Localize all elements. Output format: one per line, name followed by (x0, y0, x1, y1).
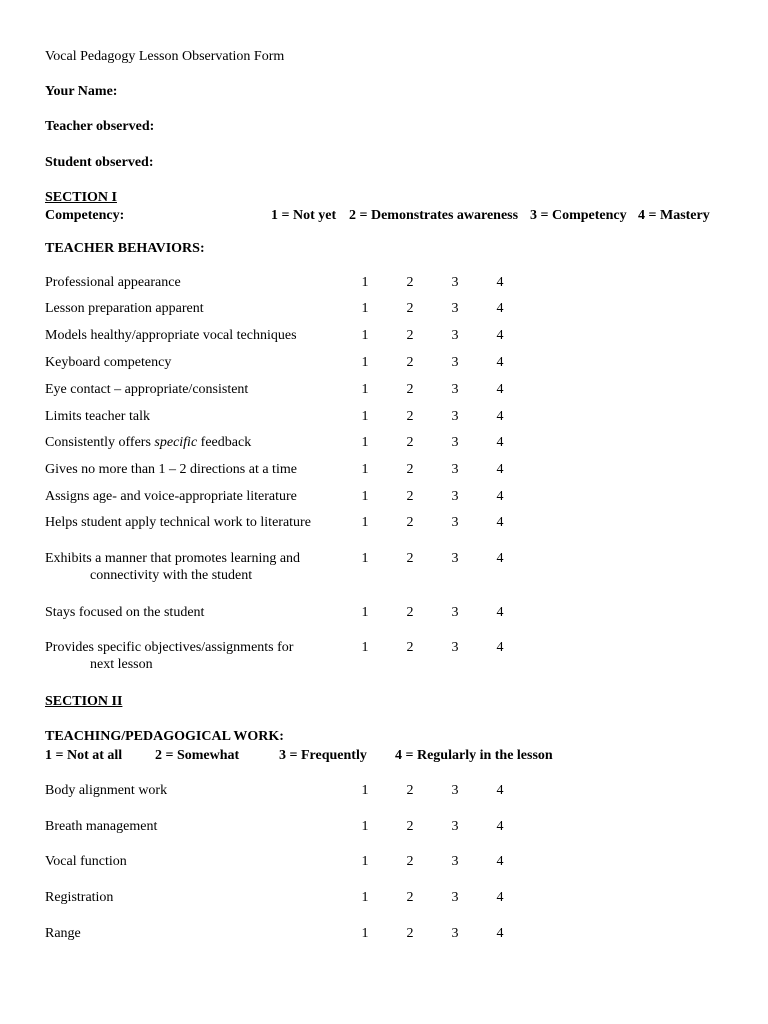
your-name-label: Your Name: (45, 84, 118, 99)
behavior-rating-4[interactable]: 4 (496, 605, 504, 620)
behavior-rating-1[interactable]: 1 (361, 301, 369, 316)
pedagogy-item-label: Body alignment work (45, 783, 168, 798)
behavior-rating-4[interactable]: 4 (496, 462, 504, 477)
pedagogy-item-label: Range (45, 926, 81, 941)
behavior-item-line1: Exhibits a manner that promotes learning and (45, 551, 301, 566)
behavior-rating-1[interactable]: 1 (361, 640, 369, 655)
pedagogy-rating-1[interactable]: 1 (361, 890, 369, 905)
behavior-item-label: Lesson preparation apparent (45, 301, 204, 316)
behavior-item-label: Limits teacher talk (45, 409, 150, 424)
pedagogy-rating-1[interactable]: 1 (361, 926, 369, 941)
student-observed-label: Student observed: (45, 155, 154, 170)
pedagogy-rating-3[interactable]: 3 (451, 926, 459, 941)
behavior-item-label: Models healthy/appropriate vocal techniques (45, 328, 297, 343)
behavior-rating-3[interactable]: 3 (451, 301, 459, 316)
behavior-rating-1[interactable]: 1 (361, 382, 369, 397)
pedagogy-item-label: Vocal function (45, 854, 127, 869)
section-1-heading: SECTION I (45, 190, 117, 205)
behavior-rating-4[interactable]: 4 (496, 275, 504, 290)
behavior-rating-3[interactable]: 3 (451, 605, 459, 620)
scale-2: 2 = Demonstrates awareness (349, 208, 519, 223)
behavior-rating-3[interactable]: 3 (451, 355, 459, 370)
behavior-rating-3[interactable]: 3 (451, 640, 459, 655)
behavior-rating-2[interactable]: 2 (406, 435, 414, 450)
behavior-rating-1[interactable]: 1 (361, 551, 369, 566)
behavior-rating-2[interactable]: 2 (406, 275, 414, 290)
pedagogy-rating-1[interactable]: 1 (361, 783, 369, 798)
behavior-item-label: Assigns age- and voice-appropriate literature (45, 489, 297, 504)
s2-scale-2: 2 = Somewhat (155, 748, 240, 763)
behavior-item-line2: connectivity with the student (90, 568, 253, 583)
pedagogical-work-heading: TEACHING/PEDAGOGICAL WORK: (45, 729, 284, 744)
behavior-rating-3[interactable]: 3 (451, 462, 459, 477)
behavior-item-text: feedback (197, 435, 252, 450)
behavior-rating-2[interactable]: 2 (406, 489, 414, 504)
behavior-rating-2[interactable]: 2 (406, 355, 414, 370)
behavior-rating-4[interactable]: 4 (496, 551, 504, 566)
behavior-rating-4[interactable]: 4 (496, 355, 504, 370)
s2-scale-1: 1 = Not at all (45, 748, 123, 763)
behavior-item-emphasis: specific (154, 435, 198, 450)
behavior-rating-1[interactable]: 1 (361, 489, 369, 504)
pedagogy-rating-2[interactable]: 2 (406, 854, 414, 869)
pedagogy-rating-2[interactable]: 2 (406, 926, 414, 941)
competency-label: Competency: (45, 208, 125, 223)
behavior-item-label: Stays focused on the student (45, 605, 205, 620)
teacher-observed-label: Teacher observed: (45, 119, 155, 134)
scale-3: 3 = Competency (530, 208, 627, 223)
behavior-item-label (45, 550, 300, 584)
scale-1: 1 = Not yet (271, 208, 337, 223)
pedagogy-rating-3[interactable]: 3 (451, 783, 459, 798)
pedagogy-rating-4[interactable]: 4 (496, 890, 504, 905)
section-2-heading: SECTION II (45, 694, 123, 709)
behavior-rating-4[interactable]: 4 (496, 382, 504, 397)
pedagogy-rating-4[interactable]: 4 (496, 783, 504, 798)
behavior-rating-2[interactable]: 2 (406, 640, 414, 655)
behavior-item-label (45, 639, 293, 673)
pedagogy-rating-3[interactable]: 3 (451, 854, 459, 869)
scale-4: 4 = Mastery (638, 208, 710, 223)
behavior-rating-3[interactable]: 3 (451, 551, 459, 566)
behavior-rating-2[interactable]: 2 (406, 382, 414, 397)
pedagogy-rating-4[interactable]: 4 (496, 926, 504, 941)
behavior-rating-2[interactable]: 2 (406, 328, 414, 343)
behavior-item-label: Eye contact – appropriate/consistent (45, 382, 249, 397)
behavior-rating-4[interactable]: 4 (496, 409, 504, 424)
behavior-rating-2[interactable]: 2 (406, 551, 414, 566)
behavior-item-text: Consistently offers (45, 435, 155, 450)
behavior-item-label: Keyboard competency (45, 355, 172, 370)
behavior-rating-4[interactable]: 4 (496, 435, 504, 450)
pedagogy-item-label: Registration (45, 890, 114, 905)
behavior-item-line2: next lesson (90, 657, 153, 672)
behavior-rating-4[interactable]: 4 (496, 515, 504, 530)
behavior-rating-3[interactable]: 3 (451, 328, 459, 343)
behavior-rating-2[interactable]: 2 (406, 462, 414, 477)
behavior-rating-3[interactable]: 3 (451, 515, 459, 530)
pedagogy-rating-1[interactable]: 1 (361, 819, 369, 834)
behavior-rating-3[interactable]: 3 (451, 409, 459, 424)
behavior-rating-1[interactable]: 1 (361, 328, 369, 343)
behavior-rating-4[interactable]: 4 (496, 489, 504, 504)
pedagogy-rating-2[interactable]: 2 (406, 783, 414, 798)
behavior-rating-1[interactable]: 1 (361, 435, 369, 450)
pedagogy-rating-2[interactable]: 2 (406, 819, 414, 834)
behavior-item-label: Gives no more than 1 – 2 directions at a time (45, 462, 297, 477)
pedagogy-rating-3[interactable]: 3 (451, 890, 459, 905)
behavior-rating-1[interactable]: 1 (361, 462, 369, 477)
behavior-rating-1[interactable]: 1 (361, 409, 369, 424)
pedagogy-rating-2[interactable]: 2 (406, 890, 414, 905)
behavior-item-line1: Provides specific objectives/assignments for (45, 640, 294, 655)
behavior-rating-2[interactable]: 2 (406, 301, 414, 316)
behavior-item-label: Helps student apply technical work to literature (45, 515, 311, 530)
behavior-rating-1[interactable]: 1 (361, 515, 369, 530)
behavior-item-label (45, 434, 251, 451)
behavior-rating-1[interactable]: 1 (361, 355, 369, 370)
s2-scale-3: 3 = Frequently (279, 748, 367, 763)
behavior-rating-2[interactable]: 2 (406, 605, 414, 620)
pedagogy-rating-4[interactable]: 4 (496, 854, 504, 869)
pedagogy-rating-3[interactable]: 3 (451, 819, 459, 834)
behavior-rating-3[interactable]: 3 (451, 489, 459, 504)
behavior-rating-2[interactable]: 2 (406, 515, 414, 530)
form-title: Vocal Pedagogy Lesson Observation Form (45, 49, 285, 64)
behavior-rating-3[interactable]: 3 (451, 435, 459, 450)
s2-scale-4: 4 = Regularly in the lesson (395, 748, 553, 763)
behavior-rating-4[interactable]: 4 (496, 301, 504, 316)
behavior-rating-3[interactable]: 3 (451, 382, 459, 397)
pedagogy-item-label: Breath management (45, 819, 158, 834)
behavior-rating-4[interactable]: 4 (496, 328, 504, 343)
pedagogy-rating-1[interactable]: 1 (361, 854, 369, 869)
behavior-rating-3[interactable]: 3 (451, 275, 459, 290)
behavior-rating-4[interactable]: 4 (496, 640, 504, 655)
pedagogy-rating-4[interactable]: 4 (496, 819, 504, 834)
behavior-rating-1[interactable]: 1 (361, 605, 369, 620)
behavior-rating-2[interactable]: 2 (406, 409, 414, 424)
behavior-item-label: Professional appearance (45, 275, 181, 290)
teacher-behaviors-heading: TEACHER BEHAVIORS: (45, 241, 205, 256)
behavior-rating-1[interactable]: 1 (361, 275, 369, 290)
